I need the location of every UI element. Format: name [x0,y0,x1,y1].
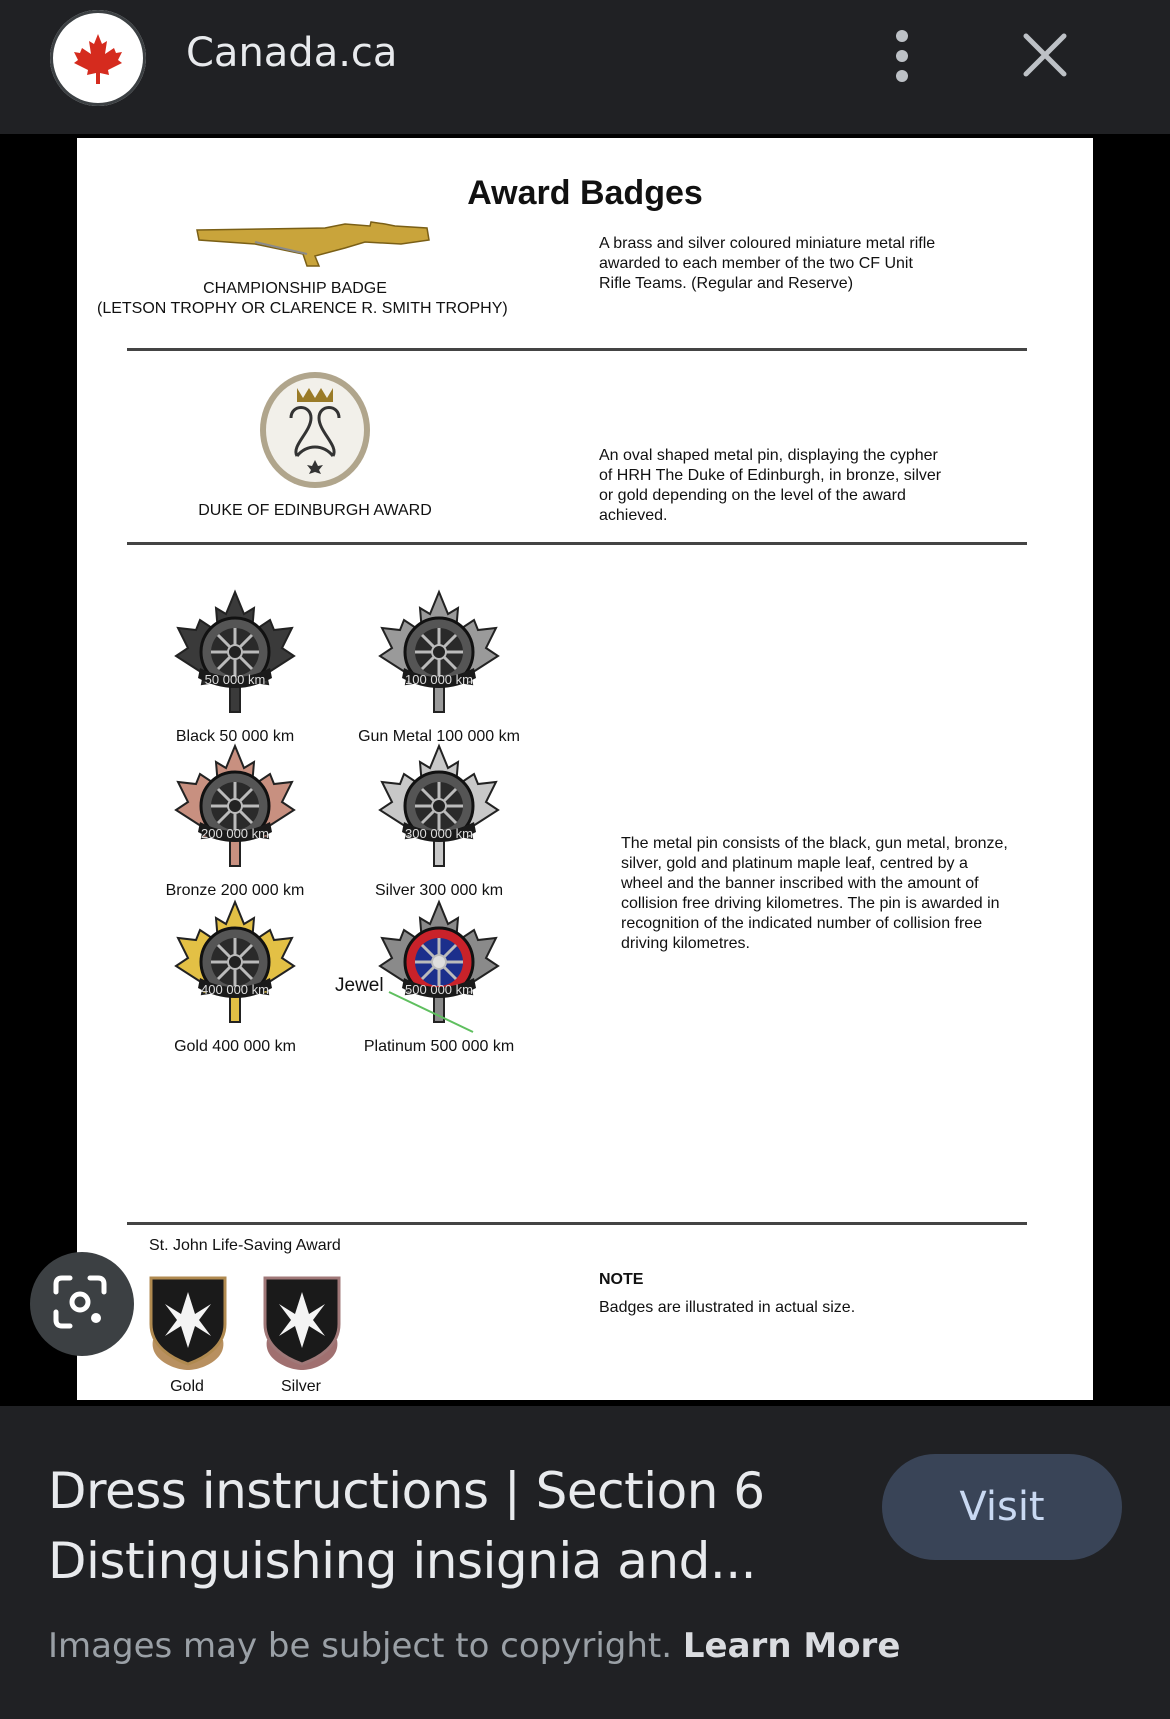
result-title[interactable] [48,1456,788,1596]
duke-desc-1: An oval shaped metal pin, displaying the cypher [599,447,938,464]
driving-desc-4: collision free driving kilometres. The pin is awarded in [621,895,1000,912]
driving-desc-1: The metal pin consists of the black, gun metal, bronze, [621,835,1008,852]
duke-desc-2: of HRH The Duke of Edinburgh, in bronze, silver [599,467,942,484]
championship-desc-2: awarded to each member of the two CF Unit [599,255,913,272]
copyright-notice [48,1626,900,1666]
championship-caption-1: CHAMPIONSHIP BADGE [203,280,387,297]
badge-banner-text: 100 000 km [405,672,473,687]
stjohn-gold-badge-icon [145,1270,231,1374]
badge-banner-text: 500 000 km [405,982,473,997]
learn-more-link[interactable]: Learn More [682,1626,901,1666]
google-lens-icon [52,1274,108,1330]
divider [127,542,1027,545]
badge-banner-text: 300 000 km [405,826,473,841]
more-vertical-icon [896,30,908,42]
duke-desc-3: or gold depending on the level of the award [599,487,906,504]
close-button[interactable] [1020,30,1070,80]
maple-leaf-wheel-badge-icon [170,742,300,872]
championship-caption-2: (LETSON TROPHY OR CLARENCE R. SMITH TROPHY) [97,300,508,317]
maple-leaf-icon [70,30,126,86]
divider [127,1222,1027,1225]
maple-leaf-wheel-badge-icon [374,742,504,872]
stjohn-silver-badge-icon [259,1270,345,1374]
championship-desc-1: A brass and silver coloured miniature metal rifle [599,235,936,252]
driving-desc-3: wheel and the banner inscribed with the amount of [621,875,979,892]
badge-caption: Gun Metal 100 000 km [358,728,520,745]
result-title-line-1: Dress instructions | Section 6 [48,1462,765,1520]
result-title-line-2: Distinguishing insignia and... [48,1532,757,1590]
badge-caption: Bronze 200 000 km [165,882,305,899]
maple-leaf-wheel-badge-icon [374,588,504,718]
stjohn-title: St. John Life-Saving Award [149,1237,341,1254]
note-title: NOTE [599,1271,644,1288]
badge-banner-text: 200 000 km [201,826,269,841]
result-info-panel [0,1406,1170,1719]
stjohn-gold-caption: Gold [170,1378,204,1395]
visit-button[interactable]: Visit [882,1454,1122,1560]
more-options-button[interactable] [880,24,924,88]
jewel-label: Jewel [335,975,384,996]
badge-caption: Silver 300 000 km [374,882,504,899]
driving-desc-2: silver, gold and platinum maple leaf, centred by a [621,855,968,872]
badge-caption: Gold 400 000 km [174,1038,296,1055]
google-lens-button[interactable] [30,1252,134,1356]
document-title: Award Badges [467,174,703,212]
championship-desc-3: Rifle Teams. (Regular and Reserve) [599,275,854,292]
driving-desc-5: recognition of the indicated number of collision free [621,915,983,932]
copyright-text: Images may be subject to copyright. [48,1626,673,1666]
site-name[interactable]: Canada.ca [186,30,398,76]
document-image [77,138,1093,1400]
image-viewer[interactable] [0,134,1170,1406]
close-icon [1020,30,1070,80]
driving-desc-6: driving kilometres. [621,935,750,952]
stjohn-silver-caption: Silver [280,1378,321,1395]
badge-caption: Platinum 500 000 km [363,1038,515,1055]
divider [127,348,1027,351]
more-dot [896,70,908,82]
site-logo[interactable] [50,10,146,106]
more-dot [896,50,908,62]
maple-leaf-wheel-badge-icon [170,898,300,1028]
badge-banner-text: 400 000 km [201,982,269,997]
badge-banner-text: 50 000 km [204,672,266,687]
rifle-badge-icon [195,220,431,270]
maple-leaf-wheel-badge-icon [170,588,300,718]
duke-caption: DUKE OF EDINBURGH AWARD [198,502,432,519]
badge-caption: Black 50 000 km [175,728,295,745]
duke-desc-4: achieved. [599,507,668,524]
jewel-pointer [387,990,477,1036]
note-text: Badges are illustrated in actual size. [599,1299,856,1316]
duke-of-edinburgh-pin-icon [257,370,373,490]
top-bar [0,0,1170,134]
